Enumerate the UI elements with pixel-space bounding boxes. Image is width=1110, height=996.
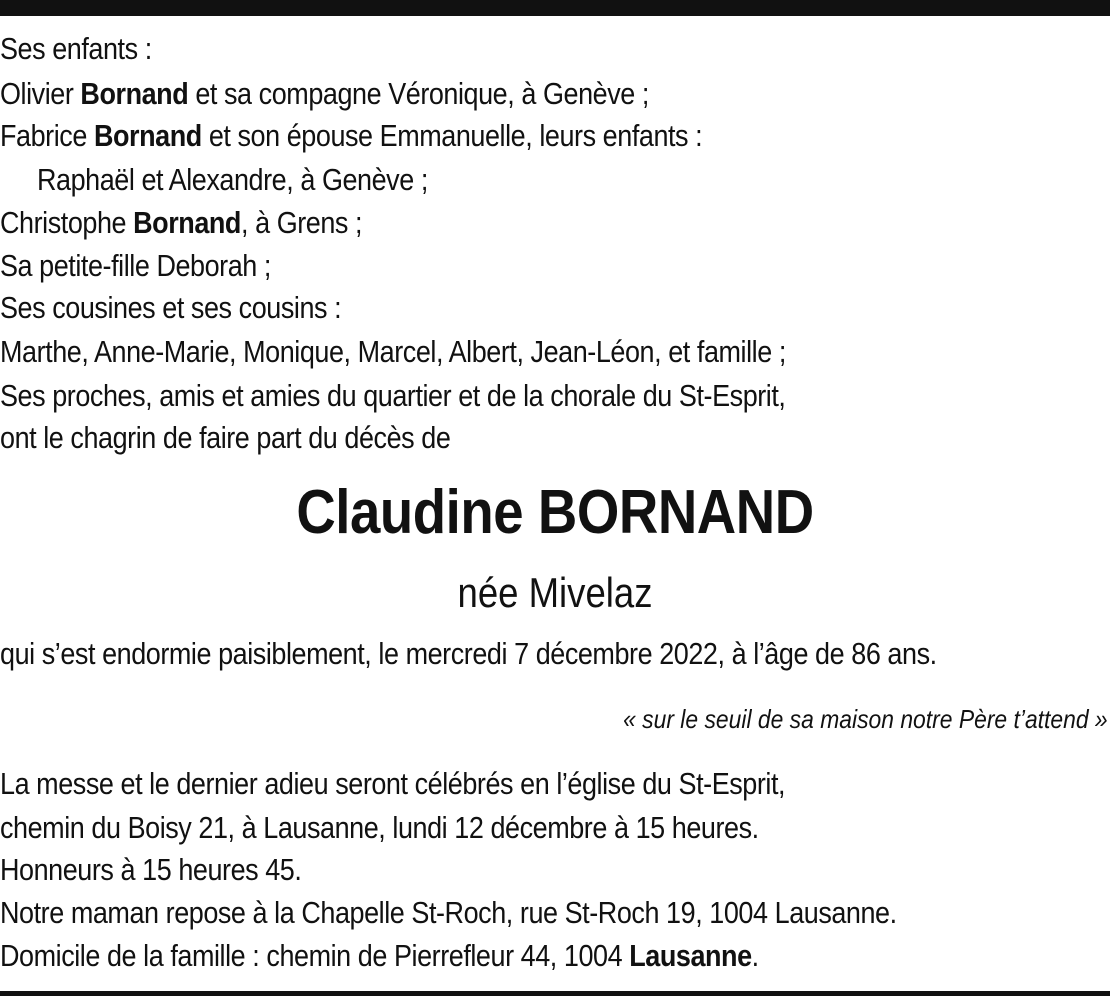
petite-fille: Sa petite-fille Deborah ; [0,248,271,283]
relation: et son épouse Emmanuelle, leurs enfants : [201,118,703,153]
first-name: Christophe [0,205,134,240]
first-name: Fabrice [0,118,94,153]
top-border-rule [0,0,1110,16]
ceremony-line-2: chemin du Boisy 21, à Lausanne, lundi 12 décembre à 15 heures. [0,810,759,845]
ceremony-line-1: La messe et le dernier adieu seront célébrés en l’église du St-Esprit, [0,766,786,801]
child-fabrice [0,116,702,156]
relation: et sa compagne Véronique, à Genève ; [188,76,649,111]
domicile-line [0,936,759,976]
maiden-name: née Mivelaz [457,569,653,616]
surname: Bornand [133,205,241,240]
grandchildren: Raphaël et Alexandre, à Genève ; [37,162,428,197]
memorial-quote: « sur le seuil de sa maison notre Père t’attend » [623,704,1108,734]
domicile-city: Lausanne [629,938,752,973]
death-statement: qui s’est endormie paisiblement, le mercredi 7 décembre 2022, à l’âge de 86 ans. [0,636,937,671]
cousins-list: Marthe, Anne-Marie, Monique, Marcel, Albert, Jean-Léon, et famille ; [0,334,786,369]
bottom-border-rule [0,991,1110,996]
first-name: Olivier [0,76,81,111]
child-christophe [0,203,362,243]
honneurs-line: Honneurs à 15 heures 45. [0,852,302,887]
friends-line: Ses proches, amis et amies du quartier et de la chorale du St-Esprit, [0,378,786,413]
cousins-intro: Ses cousines et ses cousins : [0,290,342,325]
announcement-line: ont le chagrin de faire part du décès de [0,420,451,455]
child-olivier [0,74,649,114]
surname: Bornand [80,76,189,111]
children-intro: Ses enfants : [0,31,152,66]
surname: Bornand [93,118,202,153]
deceased-name: Claudine BORNAND [296,478,814,547]
relation: , à Grens ; [240,205,363,240]
chapel-line: Notre maman repose à la Chapelle St-Roch, rue St-Roch 19, 1004 Lausanne. [0,895,897,930]
domicile-address: Domicile de la famille : chemin de Pierrefleur 44, 1004 [0,938,630,973]
domicile-end: . [751,938,759,973]
